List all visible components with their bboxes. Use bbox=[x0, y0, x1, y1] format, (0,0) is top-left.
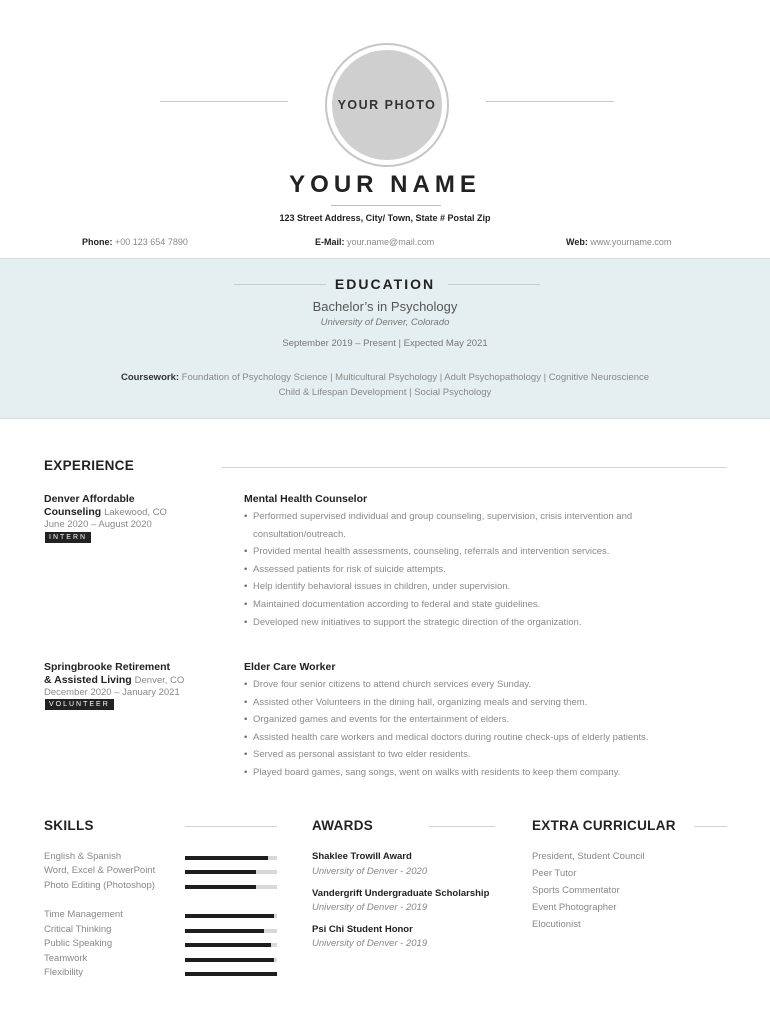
candidate-name: YOUR NAME bbox=[289, 171, 481, 198]
company-name-line-2: & Assisted Living bbox=[44, 674, 132, 686]
skill-level-bar bbox=[185, 972, 277, 976]
email-value: your.name@mail.com bbox=[347, 237, 435, 247]
email-label: E-Mail: bbox=[315, 237, 345, 247]
header-rule-left bbox=[160, 101, 288, 102]
job-company bbox=[44, 661, 214, 687]
list-item: Peer Tutor bbox=[532, 868, 577, 879]
list-item: • Assisted other Volunteers in the dining hall, organizing meals and serving them. bbox=[244, 694, 724, 712]
list-item: • Help identify behavioral issues in children, under supervision. bbox=[244, 578, 724, 596]
job-bullets bbox=[244, 676, 724, 782]
skill-level-bar bbox=[185, 870, 277, 874]
coursework-line-1: Foundation of Psychology Science | Multicultural Psychology | Adult Psychopathology | Cognitive Neuroscience bbox=[181, 372, 650, 383]
skill-label: English & Spanish bbox=[44, 851, 122, 862]
skill-label: Word, Excel & PowerPoint bbox=[44, 865, 156, 876]
company-name-line-2: Counseling bbox=[44, 506, 102, 518]
list-item: • Developed new initiatives to support the strategic direction of the organization. bbox=[244, 614, 724, 632]
job-role: Mental Health Counselor bbox=[244, 493, 368, 505]
list-item: • Assessed patients for risk of suicide attempts. bbox=[244, 561, 724, 579]
award-detail: University of Denver - 2019 bbox=[312, 902, 428, 913]
coursework bbox=[70, 370, 700, 400]
coursework-line-2: Child & Lifespan Development | Social Psychology bbox=[278, 387, 492, 398]
degree: Bachelor’s in Psychology bbox=[312, 299, 458, 314]
extra-curricular-rule bbox=[694, 826, 727, 827]
contact-web bbox=[566, 237, 671, 247]
list-item: • Organized games and events for the entertainment of elders. bbox=[244, 711, 724, 729]
skill-label: Teamwork bbox=[44, 953, 88, 964]
phone-label: Phone: bbox=[82, 237, 113, 247]
list-item: • Maintained documentation according to federal and state guidelines. bbox=[244, 596, 724, 614]
list-item: consultation/outreach. bbox=[253, 528, 346, 540]
phone-value: +00 123 654 7890 bbox=[115, 237, 188, 247]
extra-curricular-title: EXTRA CURRICULAR bbox=[532, 818, 676, 833]
skill-label: Flexibility bbox=[44, 967, 84, 978]
experience-rule bbox=[222, 467, 727, 468]
skill-label: Photo Editing (Photoshop) bbox=[44, 880, 155, 891]
contact-email bbox=[315, 237, 434, 247]
address: 123 Street Address, City/ Town, State # Postal Zip bbox=[279, 213, 491, 223]
skill-level-fill bbox=[185, 929, 264, 933]
list-item: • Served as personal assistant to two elder residents. bbox=[244, 746, 724, 764]
job-bullets bbox=[244, 508, 724, 631]
education-dates: September 2019 – Present | Expected May 2021 bbox=[282, 338, 488, 349]
header-rule-right bbox=[486, 101, 614, 102]
list-item: Event Photographer bbox=[532, 902, 617, 913]
job-tag: VOLUNTEER bbox=[45, 699, 114, 710]
skill-level-fill bbox=[185, 914, 274, 918]
skill-label: Critical Thinking bbox=[44, 924, 112, 935]
experience-title: EXPERIENCE bbox=[44, 458, 135, 473]
web-value: www.yourname.com bbox=[590, 237, 672, 247]
skill-level-fill bbox=[185, 885, 256, 889]
skill-level-bar bbox=[185, 914, 277, 918]
skill-level-bar bbox=[185, 885, 277, 889]
awards-title: AWARDS bbox=[312, 818, 374, 833]
school: University of Denver, Colorado bbox=[320, 317, 450, 328]
company-location: Lakewood, CO bbox=[104, 507, 167, 518]
job-company bbox=[44, 493, 214, 519]
skill-level-fill bbox=[185, 856, 268, 860]
skill-level-bar bbox=[185, 943, 277, 947]
skill-level-fill bbox=[185, 958, 274, 962]
skill-level-bar bbox=[185, 929, 277, 933]
list-item: • Played board games, sang songs, went on walks with residents to keep them company. bbox=[244, 764, 724, 782]
name-underline bbox=[331, 205, 441, 206]
list-item: Sports Commentator bbox=[532, 885, 620, 896]
skill-level-bar bbox=[185, 856, 277, 860]
skill-label: Public Speaking bbox=[44, 938, 113, 949]
awards-rule bbox=[429, 826, 495, 827]
award-detail: University of Denver - 2020 bbox=[312, 866, 428, 877]
job-period: June 2020 – August 2020 bbox=[44, 519, 152, 530]
list-item: • Provided mental health assessments, counseling, referrals and intervention services. bbox=[244, 543, 724, 561]
skill-level-fill bbox=[185, 972, 277, 976]
award-name: Psi Chi Student Honor bbox=[312, 924, 413, 935]
contact-phone bbox=[82, 237, 188, 247]
skill-level-bar bbox=[185, 958, 277, 962]
list-item: • Drove four senior citizens to attend church services every Sunday. bbox=[244, 676, 724, 694]
award-detail: University of Denver - 2019 bbox=[312, 938, 428, 949]
job-tag: INTERN bbox=[45, 532, 91, 543]
company-name-line-1: Denver Affordable bbox=[44, 493, 135, 505]
company-name-line-1: Springbrooke Retirement bbox=[44, 661, 171, 673]
web-label: Web: bbox=[566, 237, 588, 247]
education-title: EDUCATION bbox=[334, 276, 436, 292]
job-role: Elder Care Worker bbox=[244, 661, 336, 673]
job-period: December 2020 – January 2021 bbox=[44, 687, 180, 698]
award-name: Vandergrift Undergraduate Scholarship bbox=[312, 888, 490, 899]
company-location: Denver, CO bbox=[134, 675, 185, 686]
list-item: • Performed supervised individual and group counseling, supervision, crisis intervention and bbox=[244, 508, 724, 526]
skills-rule bbox=[185, 826, 277, 827]
skill-label: Time Management bbox=[44, 909, 123, 920]
skill-level-fill bbox=[185, 943, 271, 947]
list-item: Elocutionist bbox=[532, 919, 581, 930]
list-item: President, Student Council bbox=[532, 851, 645, 862]
skill-level-fill bbox=[185, 870, 256, 874]
skills-title: SKILLS bbox=[44, 818, 94, 833]
list-item: • Assisted health care workers and medical doctors during routine check-ups of elderly patients. bbox=[244, 729, 724, 747]
photo-frame bbox=[325, 43, 449, 167]
photo-label: YOUR PHOTO bbox=[337, 98, 437, 112]
coursework-label: Coursework: bbox=[120, 372, 180, 383]
award-name: Shaklee Trowill Award bbox=[312, 851, 412, 862]
photo-placeholder bbox=[332, 50, 442, 160]
